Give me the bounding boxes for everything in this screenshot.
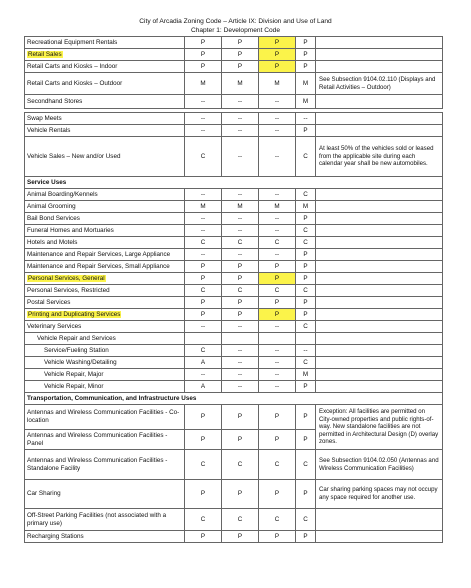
- zone-value-cell: P: [185, 531, 222, 543]
- zone-value-cell: P: [296, 273, 316, 285]
- zone-value-cell: P: [222, 37, 259, 49]
- zone-value-cell: C: [296, 237, 316, 249]
- zone-value-cell: P: [185, 61, 222, 73]
- zone-value-cell: C: [296, 321, 316, 333]
- zone-value-cell: --: [259, 189, 296, 201]
- zone-value-cell: --: [259, 137, 296, 177]
- table-row: [25, 381, 443, 393]
- table-row: [25, 137, 443, 177]
- note-cell: [316, 297, 443, 309]
- zone-value-cell: P: [222, 480, 259, 509]
- zone-value-cell: C: [185, 345, 222, 357]
- zone-value-cell: P: [222, 531, 259, 543]
- zone-value-cell: --: [296, 345, 316, 357]
- zone-value-cell: C: [296, 450, 316, 480]
- zone-value-cell: P: [222, 61, 259, 73]
- use-name-cell: [25, 37, 185, 49]
- zone-value-cell: M: [259, 73, 296, 95]
- zone-value-cell: [259, 333, 296, 345]
- use-name-cell: [25, 201, 185, 213]
- use-name: Vehicle Repair and Services: [37, 334, 116, 342]
- zone-value-cell: --: [296, 113, 316, 125]
- zone-value-cell: --: [222, 189, 259, 201]
- zone-value-cell: --: [222, 213, 259, 225]
- table-row: [25, 249, 443, 261]
- use-name: Swap Meets: [27, 114, 62, 122]
- zone-value-cell: --: [259, 113, 296, 125]
- use-name-cell: [25, 137, 185, 177]
- zone-value-cell: M: [185, 73, 222, 95]
- zone-value-cell: [222, 333, 259, 345]
- table-row: [25, 273, 443, 285]
- zone-value-cell: C: [259, 450, 296, 480]
- use-name-cell: [25, 95, 185, 109]
- zone-value-cell: A: [185, 357, 222, 369]
- zone-value-cell: C: [259, 237, 296, 249]
- zone-value-cell: P: [296, 249, 316, 261]
- zone-value-cell: C: [222, 285, 259, 297]
- zone-value-cell: --: [185, 125, 222, 137]
- table-row: [25, 321, 443, 333]
- use-name-cell: [25, 225, 185, 237]
- use-name: Bail Bond Services: [27, 214, 80, 222]
- note-cell: [316, 37, 443, 49]
- zone-value-cell: --: [222, 137, 259, 177]
- use-name-cell: [25, 61, 185, 73]
- zone-value-cell: P: [296, 261, 316, 273]
- use-name: Vehicle Repair, Major: [44, 370, 104, 378]
- use-name-cell: [25, 309, 185, 321]
- note-cell: At least 50% of the vehicles sold or leased from the applicable site during each calendar year shall be new automobiles.: [316, 137, 443, 177]
- note-cell: [316, 357, 443, 369]
- zone-value-cell: P: [185, 480, 222, 509]
- zone-value-cell: P: [259, 430, 296, 450]
- use-name-cell: [25, 73, 185, 95]
- note-cell: [316, 333, 443, 345]
- zone-value-cell: C: [185, 509, 222, 531]
- zone-value-cell: --: [259, 125, 296, 137]
- use-name-cell: [25, 285, 185, 297]
- zone-value-cell: C: [185, 450, 222, 480]
- use-name-cell: [25, 450, 185, 480]
- use-name: Vehicle Washing/Detailing: [44, 358, 117, 366]
- use-name-cell: [25, 345, 185, 357]
- zone-value-cell: M: [296, 73, 316, 95]
- zone-value-cell: P: [222, 261, 259, 273]
- zone-value-cell: P: [222, 49, 259, 61]
- zone-value-cell: C: [185, 137, 222, 177]
- zone-value-cell: P: [185, 273, 222, 285]
- zone-value-cell: C: [296, 225, 316, 237]
- zone-value-cell: M: [296, 201, 316, 213]
- use-name: Antennas and Wireless Communication Facilities - Panel: [27, 431, 168, 447]
- use-name-cell: [25, 381, 185, 393]
- zone-value-cell: --: [185, 225, 222, 237]
- zone-value-cell: C: [222, 509, 259, 531]
- zone-value-cell: P: [222, 430, 259, 450]
- table-row: [25, 73, 443, 95]
- use-name: Veterinary Services: [27, 322, 82, 330]
- use-name-cell: [25, 189, 185, 201]
- zone-value-cell: P: [259, 49, 296, 61]
- use-name-cell: [25, 49, 185, 61]
- use-name: Retail Sales: [28, 50, 62, 58]
- zone-value-cell: P: [185, 297, 222, 309]
- zone-value-cell: P: [185, 49, 222, 61]
- table-row: [25, 297, 443, 309]
- zone-value-cell: C: [222, 237, 259, 249]
- zone-value-cell: P: [259, 261, 296, 273]
- zone-value-cell: --: [222, 125, 259, 137]
- use-name-cell: [25, 531, 185, 543]
- table-row: [25, 333, 443, 345]
- use-name-cell: [25, 297, 185, 309]
- zone-value-cell: --: [222, 113, 259, 125]
- zone-value-cell: --: [259, 95, 296, 109]
- table-row: [25, 61, 443, 73]
- table-row: [25, 345, 443, 357]
- use-name: Personal Services, Restricted: [27, 286, 110, 294]
- zone-value-cell: --: [259, 357, 296, 369]
- zone-value-cell: --: [259, 381, 296, 393]
- note-cell: [316, 125, 443, 137]
- note-cell: [316, 49, 443, 61]
- table-row: [25, 201, 443, 213]
- table-row: [25, 369, 443, 381]
- use-name: Retail Carts and Kiosks – Outdoor: [27, 79, 123, 87]
- zone-value-cell: P: [296, 309, 316, 321]
- use-name-cell: [25, 405, 185, 430]
- use-name-cell: [25, 113, 185, 125]
- zone-value-cell: M: [222, 73, 259, 95]
- zone-value-cell: M: [296, 95, 316, 109]
- zone-value-cell: P: [296, 531, 316, 543]
- section-row: [25, 393, 443, 405]
- table-row: [25, 113, 443, 125]
- note-cell: [316, 509, 443, 531]
- zone-value-cell: --: [222, 345, 259, 357]
- note-cell: Exception: All facilities are permitted on City-owned properties and public rights-of-way. New standalone facilities are not permitted in Architectural Design (D) overlay zones.: [316, 405, 443, 450]
- zone-value-cell: C: [296, 509, 316, 531]
- zone-value-cell: P: [296, 37, 316, 49]
- zone-value-cell: P: [185, 261, 222, 273]
- zone-value-cell: --: [185, 369, 222, 381]
- zone-value-cell: --: [222, 369, 259, 381]
- note-cell: [316, 61, 443, 73]
- use-name: Secondhand Stores: [27, 97, 83, 105]
- use-name: Maintenance and Repair Services, Small Appliance: [27, 262, 170, 270]
- use-name: Off-Street Parking Facilities (not associated with a primary use): [27, 511, 167, 527]
- use-name: Personal Services, General: [28, 274, 105, 282]
- note-cell: [316, 189, 443, 201]
- note-cell: [316, 201, 443, 213]
- use-name: Funeral Homes and Mortuaries: [27, 226, 114, 234]
- table-row: [25, 531, 443, 543]
- zone-value-cell: P: [259, 405, 296, 430]
- note-cell: [316, 309, 443, 321]
- use-name: Retail Carts and Kiosks – Indoor: [27, 62, 118, 70]
- zone-value-cell: C: [222, 450, 259, 480]
- note-cell: [316, 285, 443, 297]
- note-cell: [316, 249, 443, 261]
- use-name: Antennas and Wireless Communication Facilities - Standalone Facility: [27, 456, 168, 472]
- use-name-cell: [25, 333, 185, 345]
- land-use-table: [24, 36, 443, 543]
- zone-value-cell: P: [296, 213, 316, 225]
- zone-value-cell: P: [222, 297, 259, 309]
- use-name-cell: [25, 273, 185, 285]
- use-name-cell: [25, 237, 185, 249]
- zone-value-cell: P: [185, 405, 222, 430]
- use-name: Recharging Stations: [27, 532, 84, 540]
- zone-value-cell: --: [259, 321, 296, 333]
- zone-value-cell: --: [222, 357, 259, 369]
- use-name: Vehicle Sales – New and/or Used: [27, 152, 121, 160]
- zone-value-cell: P: [296, 480, 316, 509]
- note-cell: [316, 237, 443, 249]
- use-name: Maintenance and Repair Services, Large Appliance: [27, 250, 171, 258]
- note-cell: [316, 381, 443, 393]
- table-row: [25, 95, 443, 109]
- use-name-cell: [25, 357, 185, 369]
- table-row: [25, 261, 443, 273]
- document-header-title: City of Arcadia Zoning Code – Article IX: Division and Use of Land: [139, 18, 332, 25]
- zone-value-cell: [185, 333, 222, 345]
- zone-value-cell: M: [222, 201, 259, 213]
- zone-value-cell: M: [185, 201, 222, 213]
- use-name: Hotels and Motels: [27, 238, 78, 246]
- zone-value-cell: P: [296, 61, 316, 73]
- note-cell: [316, 321, 443, 333]
- table-row: [25, 357, 443, 369]
- zone-value-cell: C: [296, 357, 316, 369]
- zone-value-cell: P: [185, 309, 222, 321]
- zone-value-cell: P: [296, 49, 316, 61]
- use-name: Vehicle Repair, Minor: [44, 382, 104, 390]
- table-row: [25, 285, 443, 297]
- table-row: [25, 37, 443, 49]
- table-row: [25, 480, 443, 509]
- zone-value-cell: M: [296, 369, 316, 381]
- zone-value-cell: --: [259, 369, 296, 381]
- note-cell: [316, 113, 443, 125]
- use-name-cell: [25, 249, 185, 261]
- zone-value-cell: P: [296, 381, 316, 393]
- zone-value-cell: --: [185, 213, 222, 225]
- zone-value-cell: P: [185, 430, 222, 450]
- use-name: Animal Boarding/Kennels: [27, 190, 98, 198]
- zone-value-cell: --: [185, 321, 222, 333]
- zone-value-cell: A: [185, 381, 222, 393]
- use-name: Antennas and Wireless Communication Facilities - Co-location: [27, 409, 180, 424]
- note-cell: [316, 345, 443, 357]
- zone-value-cell: [296, 333, 316, 345]
- note-cell: [316, 273, 443, 285]
- zone-value-cell: P: [259, 309, 296, 321]
- zone-value-cell: P: [259, 297, 296, 309]
- note-cell: [316, 531, 443, 543]
- zone-value-cell: --: [222, 225, 259, 237]
- zone-value-cell: P: [259, 37, 296, 49]
- note-cell: See Subsection 9104.02.050 (Antennas and Wireless Communication Facilities): [316, 450, 443, 480]
- zone-value-cell: C: [185, 237, 222, 249]
- use-name-cell: [25, 509, 185, 531]
- zone-value-cell: P: [296, 430, 316, 450]
- zone-value-cell: P: [222, 273, 259, 285]
- use-name-cell: [25, 430, 185, 450]
- use-name-cell: [25, 125, 185, 137]
- use-name-cell: [25, 261, 185, 273]
- section-heading: Transportation, Communication, and Infrastructure Uses: [25, 393, 443, 405]
- zone-value-cell: --: [185, 113, 222, 125]
- use-name: Animal Grooming: [27, 202, 76, 210]
- note-cell: [316, 213, 443, 225]
- zone-value-cell: M: [259, 201, 296, 213]
- section-heading: Service Uses: [25, 177, 443, 189]
- use-name: Service/Fueling Station: [44, 346, 109, 354]
- use-name-cell: [25, 321, 185, 333]
- land-use-table-body: [25, 37, 443, 543]
- use-name: Car Sharing: [27, 490, 61, 498]
- zone-value-cell: --: [259, 345, 296, 357]
- zone-value-cell: P: [296, 125, 316, 137]
- zone-value-cell: C: [296, 189, 316, 201]
- note-cell: [316, 369, 443, 381]
- zone-value-cell: P: [259, 531, 296, 543]
- zone-value-cell: C: [296, 285, 316, 297]
- zone-value-cell: P: [222, 405, 259, 430]
- zone-value-cell: P: [296, 405, 316, 430]
- zone-value-cell: C: [296, 137, 316, 177]
- table-row: [25, 213, 443, 225]
- table-row: [25, 225, 443, 237]
- note-cell: See Subsection 9104.02.110 (Displays and Retail Activities – Outdoor): [316, 73, 443, 95]
- zone-value-cell: --: [185, 189, 222, 201]
- use-name-cell: [25, 369, 185, 381]
- table-row: [25, 509, 443, 531]
- zone-value-cell: --: [222, 95, 259, 109]
- document-header-chapter: Chapter 1: Development Code: [190, 27, 281, 34]
- use-name-cell: [25, 480, 185, 509]
- use-name-cell: [25, 213, 185, 225]
- zone-value-cell: P: [259, 480, 296, 509]
- table-row: [25, 49, 443, 61]
- use-name: Vehicle Rentals: [27, 126, 71, 134]
- note-cell: [316, 225, 443, 237]
- table-row: [25, 405, 443, 430]
- section-row: [25, 177, 443, 189]
- zone-value-cell: --: [185, 95, 222, 109]
- table-row: [25, 189, 443, 201]
- zone-value-cell: C: [259, 285, 296, 297]
- use-name: Postal Services: [27, 298, 71, 306]
- zone-value-cell: C: [259, 509, 296, 531]
- zone-value-cell: --: [222, 249, 259, 261]
- zone-value-cell: --: [222, 321, 259, 333]
- use-name: Recreational Equipment Rentals: [27, 38, 118, 46]
- zone-value-cell: P: [259, 61, 296, 73]
- note-cell: [316, 261, 443, 273]
- zone-value-cell: P: [185, 37, 222, 49]
- table-row: [25, 237, 443, 249]
- zone-value-cell: P: [259, 273, 296, 285]
- note-cell: [316, 95, 443, 109]
- table-row: [25, 125, 443, 137]
- zone-value-cell: --: [259, 225, 296, 237]
- table-row: [25, 309, 443, 321]
- zone-value-cell: P: [296, 297, 316, 309]
- zone-value-cell: --: [222, 381, 259, 393]
- zone-value-cell: --: [185, 249, 222, 261]
- zone-value-cell: C: [185, 285, 222, 297]
- table-row: [25, 450, 443, 480]
- note-cell: Car sharing parking spaces may not occupy any space required for another use.: [316, 480, 443, 509]
- zone-value-cell: --: [259, 213, 296, 225]
- zone-value-cell: P: [222, 309, 259, 321]
- zone-value-cell: --: [259, 249, 296, 261]
- use-name: Printing and Duplicating Services: [28, 310, 121, 318]
